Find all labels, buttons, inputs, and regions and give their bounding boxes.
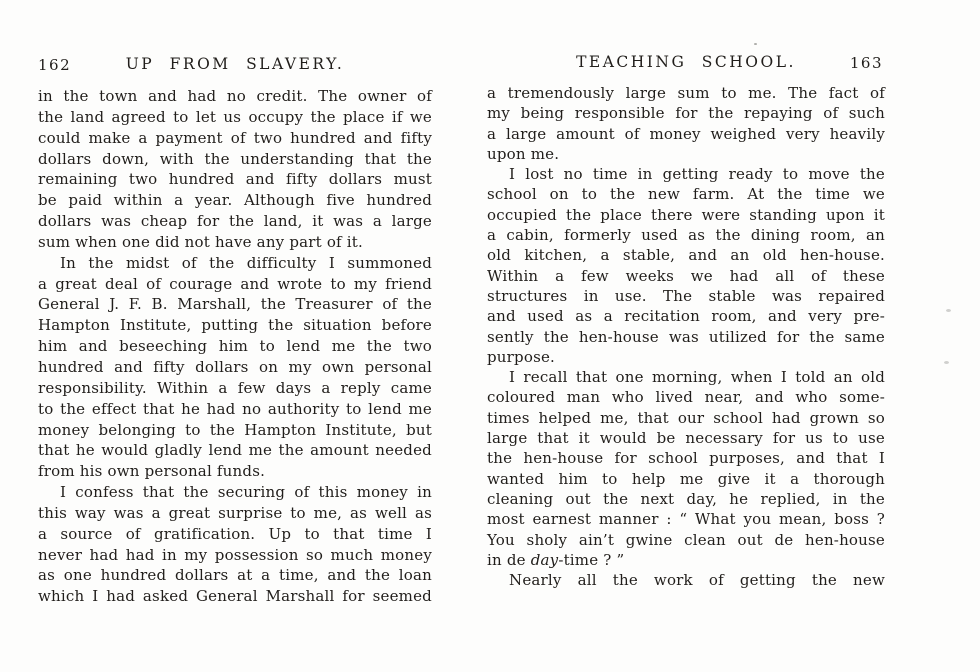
text-line: I recall that one morning, when I told an old xyxy=(509,368,885,387)
text-line: a source of gratification. Up to that time I xyxy=(38,524,432,543)
text-line: in de day-time ? ” xyxy=(487,550,625,569)
text-line: occupied the place there were standing upon it xyxy=(487,205,885,224)
text-line: responsibility. Within a few days a reply came xyxy=(38,378,432,397)
text-line: Nearly all the work of getting the new xyxy=(509,571,885,590)
running-title-right: TEACHING SCHOOL. xyxy=(576,53,796,71)
text-line: and used as a recitation room, and very pre- xyxy=(487,307,885,326)
page-number-right: 163 xyxy=(849,54,883,72)
text-line: I lost no time in getting ready to move the xyxy=(509,165,885,184)
text-line: a large amount of money weighed very heavily xyxy=(487,124,885,143)
text-line: most earnest manner : “ What you mean, boss ? xyxy=(487,510,885,529)
text-line: this way was a great surprise to me, as well as xyxy=(38,503,432,522)
text-line: General J. F. B. Marshall, the Treasurer of the xyxy=(38,295,432,314)
text-line: money belonging to the Hampton Institute, but xyxy=(38,420,432,439)
text-line: dollars was cheap for the land, it was a large xyxy=(38,212,432,231)
running-title-left: UP FROM SLAVERY. xyxy=(125,55,345,73)
scan-speck xyxy=(944,361,949,364)
text-line: never had had in my possession so much money xyxy=(38,545,432,564)
text-line: the hen-house for school purposes, and that I xyxy=(487,449,885,468)
text-line: that he would gladly lend me the amount needed xyxy=(38,441,432,460)
text-line: old kitchen, a stable, and an old hen-house. xyxy=(487,246,885,265)
running-header-left xyxy=(38,55,432,73)
text-line: cleaning out the next day, he replied, in the xyxy=(487,489,885,508)
page-number-left: 162 xyxy=(38,56,72,74)
text-line: sum when one did not have any part of it. xyxy=(38,232,363,251)
text-block-right xyxy=(487,83,885,590)
text-line: as one hundred dollars at a time, and the loan xyxy=(38,566,432,585)
text-line: him and beseeching him to lend me the two xyxy=(38,337,432,356)
text-line: wanted him to help me give it a thorough xyxy=(487,469,885,488)
text-line: could make a payment of two hundred and fifty xyxy=(38,128,432,147)
text-line: to the effect that he had no authority to lend me xyxy=(38,399,432,418)
text-line: large that it would be necessary for us to use xyxy=(487,429,885,448)
text-line: Hampton Institute, putting the situation before xyxy=(38,316,432,335)
text-line: structures in use. The stable was repaired xyxy=(487,286,885,305)
page-right xyxy=(487,53,885,590)
text-line: Within a few weeks we had all of these xyxy=(487,266,885,285)
text-line: coloured man who lived near, and who some- xyxy=(487,388,885,407)
text-line: a cabin, formerly used as the dining room, an xyxy=(487,226,885,245)
text-line: sently the hen-house was utilized for the same xyxy=(487,327,885,346)
text-line: purpose. xyxy=(487,347,556,366)
text-line: upon me. xyxy=(487,144,560,163)
running-header-right xyxy=(487,53,885,71)
text-line: I confess that the securing of this money in xyxy=(60,483,432,502)
text-line: In the midst of the difficulty I summoned xyxy=(60,253,432,272)
text-line: times helped me, that our school had grown so xyxy=(487,408,885,427)
text-line: school on to the new farm. At the time we xyxy=(487,185,885,204)
text-line: hundred and fifty dollars on my own personal xyxy=(38,357,432,376)
text-line: which I had asked General Marshall for seemed xyxy=(38,587,432,606)
text-line: be paid within a year. Although five hundred xyxy=(38,191,432,210)
text-line: in the town and had no credit. The owner of xyxy=(38,87,432,105)
text-block-left xyxy=(38,86,432,607)
text-line: the land agreed to let us occupy the place if we xyxy=(38,107,432,126)
scan-speck xyxy=(754,43,757,45)
text-line: remaining two hundred and fifty dollars must xyxy=(38,170,432,189)
text-line: You sholy ain’t gwine clean out de hen-house xyxy=(487,530,885,549)
text-line: a tremendously large sum to me. The fact of xyxy=(487,84,885,102)
text-line: dollars down, with the understanding that the xyxy=(38,149,432,168)
page-left xyxy=(38,55,432,606)
text-line: from his own personal funds. xyxy=(38,462,266,481)
text-line: a great deal of courage and wrote to my friend xyxy=(38,274,432,293)
text-line: my being responsible for the repaying of such xyxy=(487,104,885,123)
scan-speck xyxy=(946,309,951,312)
